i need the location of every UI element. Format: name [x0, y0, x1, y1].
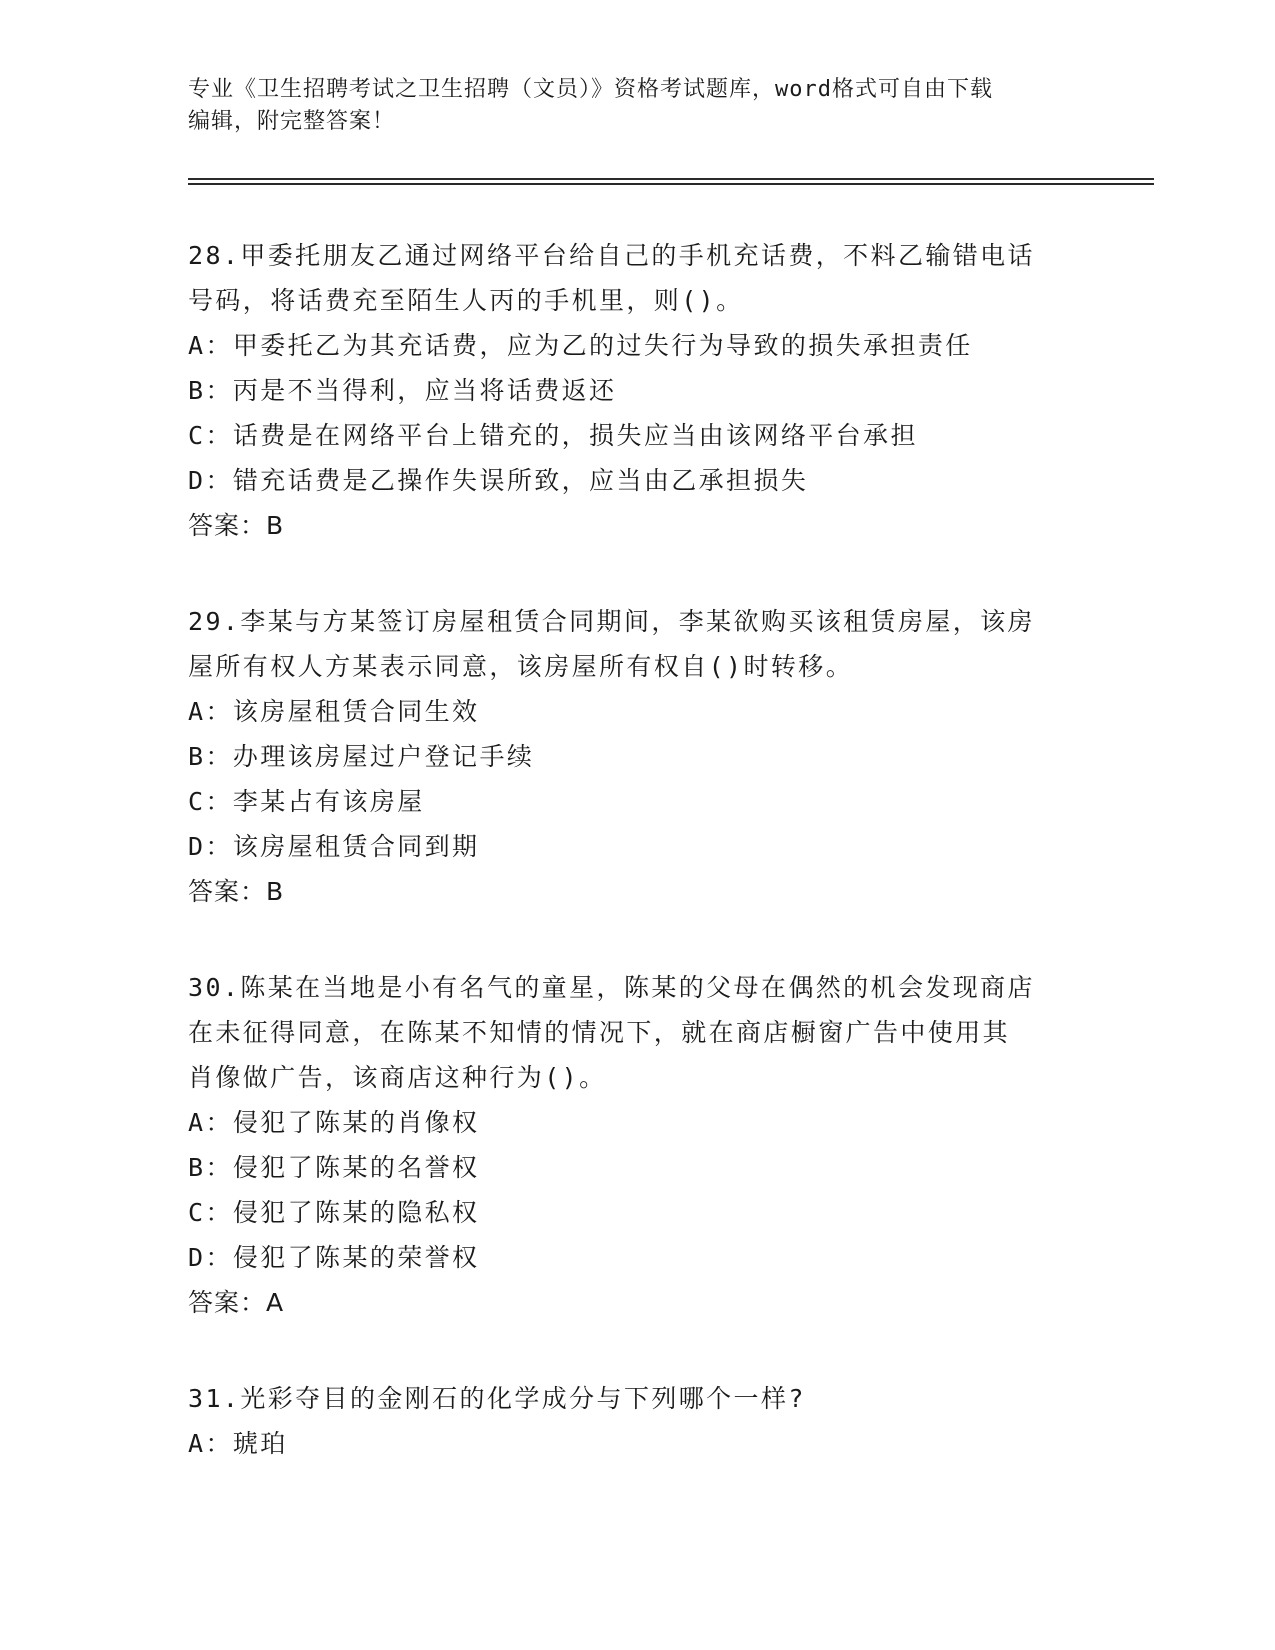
option-c: C：李某占有该房屋	[188, 787, 425, 816]
answer-label: 答案：B	[188, 511, 285, 540]
question-stem-line: 肖像做广告，该商店这种行为()。	[188, 1063, 607, 1092]
question-31	[188, 1376, 1088, 1466]
question-stem-line: 31.光彩夺目的金刚石的化学成分与下列哪个一样?	[188, 1384, 806, 1413]
option-d: D：该房屋租赁合同到期	[188, 832, 480, 861]
option-b: B：侵犯了陈某的名誉权	[188, 1153, 480, 1182]
question-stem-line: 号码，将话费充至陌生人丙的手机里，则()。	[188, 286, 744, 315]
header-divider	[188, 183, 1154, 185]
question-30	[188, 965, 1088, 1325]
option-a: A：甲委托乙为其充话费，应为乙的过失行为导致的损失承担责任	[188, 331, 973, 360]
header-line: 编辑，附完整答案！	[188, 109, 396, 134]
question-stem	[188, 1376, 1088, 1421]
question-stem-line: 屋所有权人方某表示同意，该房屋所有权自()时转移。	[188, 652, 854, 681]
header-divider	[188, 178, 1154, 180]
answer-label: 答案：A	[188, 1288, 285, 1317]
option-b: B：丙是不当得利，应当将话费返还	[188, 376, 617, 405]
question-stem-line: 30.陈某在当地是小有名气的童星，陈某的父母在偶然的机会发现商店	[188, 973, 1035, 1002]
header-line: 专业《卫生招聘考试之卫生招聘（文员）》资格考试题库，word格式可自由下载	[188, 77, 993, 102]
option-d: D：侵犯了陈某的荣誉权	[188, 1243, 480, 1272]
question-stem	[188, 599, 1088, 689]
question-29	[188, 599, 1088, 914]
question-stem-line: 29.李某与方某签订房屋租赁合同期间，李某欲购买该租赁房屋，该房	[188, 607, 1035, 636]
option-a: A：侵犯了陈某的肖像权	[188, 1108, 480, 1137]
document-header	[188, 74, 1088, 138]
question-28	[188, 233, 1088, 548]
option-c: C：话费是在网络平台上错充的，损失应当由该网络平台承担	[188, 421, 918, 450]
answer-label: 答案：B	[188, 877, 285, 906]
option-d: D：错充话费是乙操作失误所致，应当由乙承担损失	[188, 466, 809, 495]
option-b: B：办理该房屋过户登记手续	[188, 742, 535, 771]
option-a: A：琥珀	[188, 1429, 288, 1458]
question-stem-line: 在未征得同意，在陈某不知情的情况下，就在商店橱窗广告中使用其	[188, 1018, 1011, 1047]
option-c: C：侵犯了陈某的隐私权	[188, 1198, 480, 1227]
option-a: A：该房屋租赁合同生效	[188, 697, 480, 726]
question-stem	[188, 233, 1088, 323]
question-stem-line: 28.甲委托朋友乙通过网络平台给自己的手机充话费，不料乙输错电话	[188, 241, 1035, 270]
question-stem	[188, 965, 1088, 1100]
